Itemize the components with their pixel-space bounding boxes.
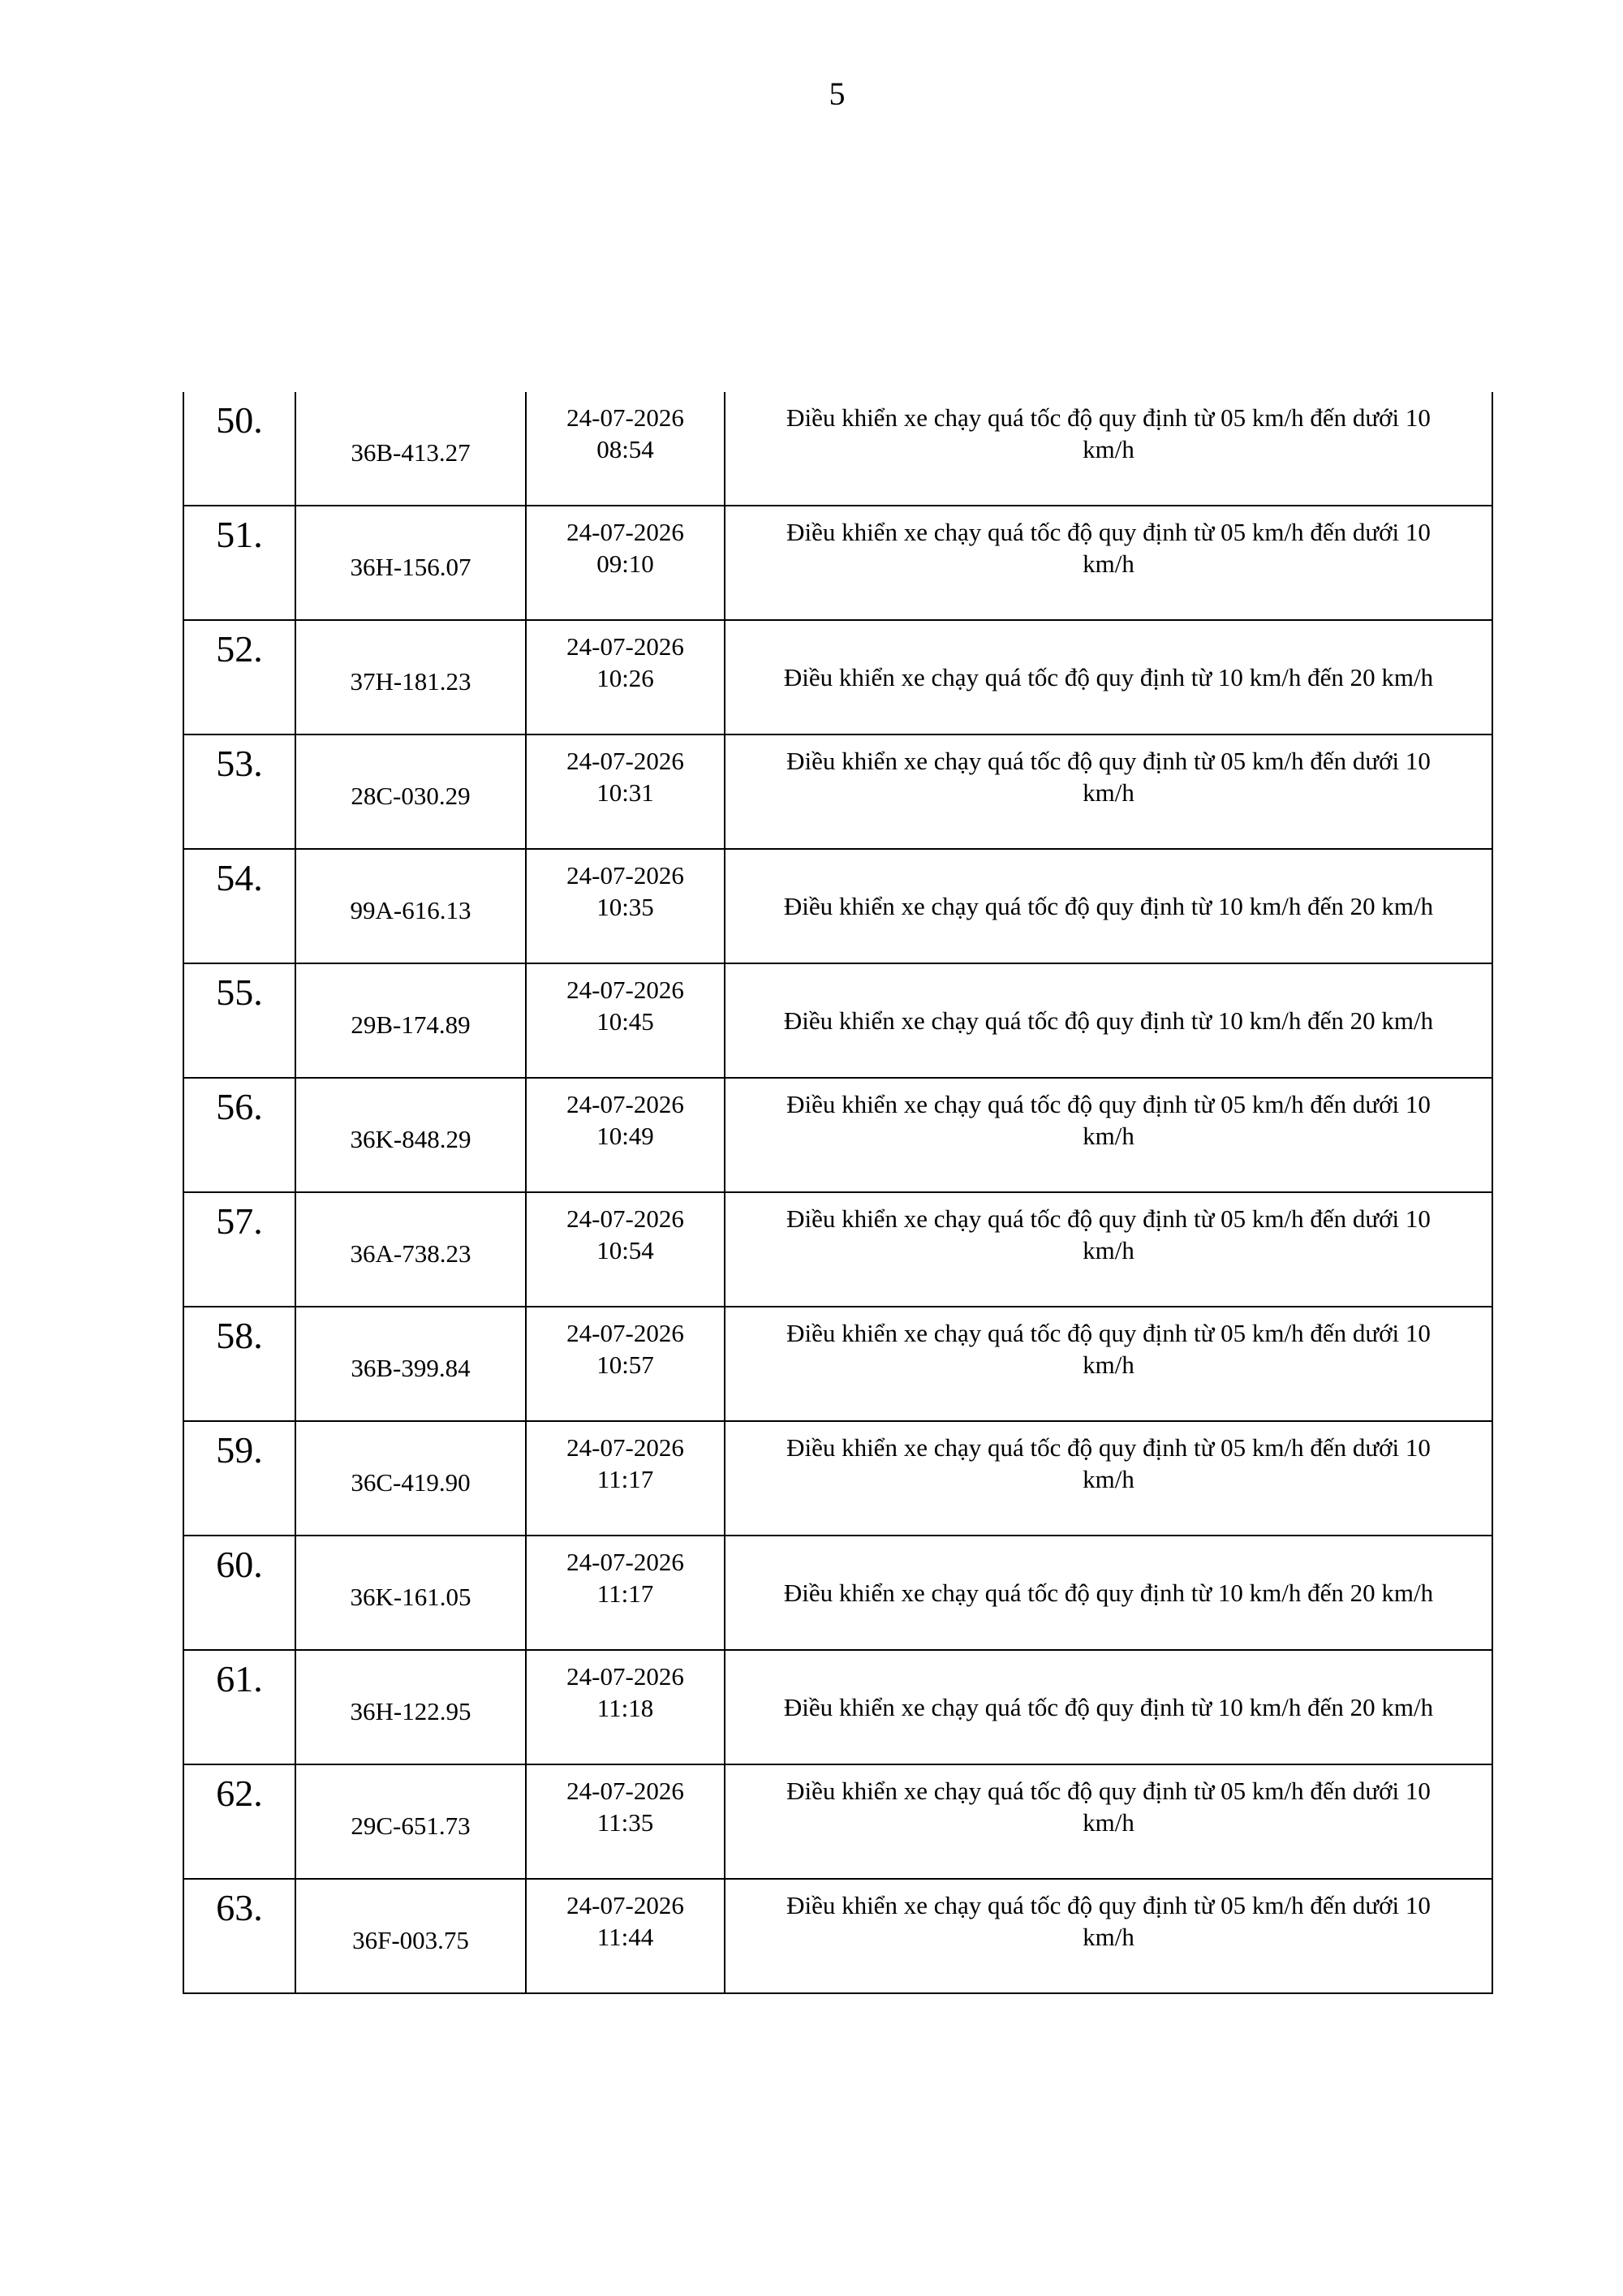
license-plate: 29C-651.73 — [295, 1764, 526, 1879]
violation-description — [725, 620, 1492, 734]
violation-description — [725, 1879, 1492, 1993]
violation-description — [725, 506, 1492, 620]
violation-time: 08:54 — [596, 435, 654, 463]
violation-description — [725, 1421, 1492, 1536]
license-plate: 36C-419.90 — [295, 1421, 526, 1536]
violation-datetime — [526, 1879, 725, 1993]
license-plate: 36H-122.95 — [295, 1650, 526, 1764]
violation-time: 11:44 — [596, 1923, 654, 1951]
violation-date: 24-07-2026 — [566, 1548, 684, 1576]
license-plate: 37H-181.23 — [295, 620, 526, 734]
license-plate: 36H-156.07 — [295, 506, 526, 620]
violation-date: 24-07-2026 — [566, 632, 684, 661]
violation-description — [725, 1078, 1492, 1192]
violation-description-line-1: Điều khiển xe chạy quá tốc độ quy định từ 05 km/h đến dưới 10 — [786, 1891, 1431, 1919]
violation-date: 24-07-2026 — [566, 1433, 684, 1462]
row-number: 54. — [183, 849, 295, 963]
violation-time: 11:35 — [596, 1808, 654, 1837]
row-number: 60. — [183, 1536, 295, 1650]
license-plate: 36B-413.27 — [295, 392, 526, 506]
violation-description-line-1: Điều khiển xe chạy quá tốc độ quy định từ 05 km/h đến dưới 10 — [786, 1204, 1431, 1233]
table-row — [183, 734, 1492, 849]
violation-date: 24-07-2026 — [566, 1204, 684, 1233]
violation-time: 10:45 — [596, 1007, 654, 1036]
violation-description-line-1: Điều khiển xe chạy quá tốc độ quy định từ 05 km/h đến dưới 10 — [786, 747, 1431, 775]
violation-description-line-1: Điều khiển xe chạy quá tốc độ quy định từ 10 km/h đến 20 km/h — [783, 1006, 1434, 1035]
violation-description — [725, 1307, 1492, 1421]
table-row — [183, 1078, 1492, 1192]
table-row — [183, 1879, 1492, 1993]
row-number: 52. — [183, 620, 295, 734]
violation-description — [725, 392, 1492, 506]
license-plate: 29B-174.89 — [295, 963, 526, 1078]
table-row — [183, 1536, 1492, 1650]
violation-description — [725, 1650, 1492, 1764]
license-plate: 36K-161.05 — [295, 1536, 526, 1650]
violation-description-line-2: km/h — [1083, 1350, 1134, 1379]
violation-datetime — [526, 1192, 725, 1307]
violation-datetime — [526, 1078, 725, 1192]
violation-description-line-1: Điều khiển xe chạy quá tốc độ quy định từ 05 km/h đến dưới 10 — [786, 1319, 1431, 1347]
license-plate: 36F-003.75 — [295, 1879, 526, 1993]
violation-description-line-2: km/h — [1083, 778, 1134, 807]
violation-date: 24-07-2026 — [566, 1319, 684, 1347]
violation-description — [725, 963, 1492, 1078]
violations-table — [183, 392, 1493, 1994]
violation-date: 24-07-2026 — [566, 403, 684, 432]
violation-description-line-1: Điều khiển xe chạy quá tốc độ quy định từ 05 km/h đến dưới 10 — [786, 1090, 1431, 1118]
row-number: 61. — [183, 1650, 295, 1764]
row-number: 55. — [183, 963, 295, 1078]
table-row — [183, 1307, 1492, 1421]
violations-table-body — [183, 392, 1492, 1993]
violation-datetime — [526, 849, 725, 963]
violation-time: 10:26 — [596, 664, 654, 692]
row-number: 62. — [183, 1764, 295, 1879]
violation-time: 11:18 — [596, 1694, 654, 1722]
row-number: 59. — [183, 1421, 295, 1536]
violation-datetime — [526, 963, 725, 1078]
table-row — [183, 1764, 1492, 1879]
violation-description — [725, 1536, 1492, 1650]
row-number: 58. — [183, 1307, 295, 1421]
table-row — [183, 963, 1492, 1078]
violation-description-line-2: km/h — [1083, 549, 1134, 578]
table-row — [183, 620, 1492, 734]
violation-time: 10:54 — [596, 1236, 654, 1264]
violation-description-line-1: Điều khiển xe chạy quá tốc độ quy định từ 10 km/h đến 20 km/h — [783, 1579, 1434, 1607]
row-number: 56. — [183, 1078, 295, 1192]
license-plate: 36B-399.84 — [295, 1307, 526, 1421]
row-number: 63. — [183, 1879, 295, 1993]
violation-date: 24-07-2026 — [566, 747, 684, 775]
license-plate: 36K-848.29 — [295, 1078, 526, 1192]
violation-description-line-1: Điều khiển xe chạy quá tốc độ quy định từ 10 km/h đến 20 km/h — [783, 892, 1434, 920]
violation-description-line-1: Điều khiển xe chạy quá tốc độ quy định từ 05 km/h đến dưới 10 — [786, 403, 1431, 432]
violation-description-line-2: km/h — [1083, 435, 1134, 463]
table-row — [183, 1192, 1492, 1307]
violation-datetime — [526, 1421, 725, 1536]
license-plate: 36A-738.23 — [295, 1192, 526, 1307]
violation-date: 24-07-2026 — [566, 1891, 684, 1919]
violation-date: 24-07-2026 — [566, 1777, 684, 1805]
violation-description-line-2: km/h — [1083, 1923, 1134, 1951]
violations-table-container — [183, 392, 1492, 1994]
violation-time: 10:35 — [596, 893, 654, 921]
violation-description — [725, 1764, 1492, 1879]
table-row — [183, 506, 1492, 620]
violation-time: 10:31 — [596, 778, 654, 807]
violation-description-line-1: Điều khiển xe chạy quá tốc độ quy định từ 05 km/h đến dưới 10 — [786, 1777, 1431, 1805]
violation-datetime — [526, 1764, 725, 1879]
violation-time: 11:17 — [596, 1465, 654, 1493]
violation-description-line-1: Điều khiển xe chạy quá tốc độ quy định từ 05 km/h đến dưới 10 — [786, 518, 1431, 546]
license-plate: 99A-616.13 — [295, 849, 526, 963]
violation-description-line-1: Điều khiển xe chạy quá tốc độ quy định từ 10 km/h đến 20 km/h — [783, 663, 1434, 691]
violation-time: 10:49 — [596, 1122, 654, 1150]
violation-description-line-1: Điều khiển xe chạy quá tốc độ quy định từ 05 km/h đến dưới 10 — [786, 1433, 1431, 1462]
violation-description — [725, 849, 1492, 963]
violation-description-line-2: km/h — [1083, 1465, 1134, 1493]
violation-date: 24-07-2026 — [566, 518, 684, 546]
license-plate: 28C-030.29 — [295, 734, 526, 849]
violation-datetime — [526, 1650, 725, 1764]
violation-description-line-2: km/h — [1083, 1808, 1134, 1837]
violation-description-line-2: km/h — [1083, 1122, 1134, 1150]
row-number: 53. — [183, 734, 295, 849]
violation-date: 24-07-2026 — [566, 976, 684, 1004]
violation-description — [725, 734, 1492, 849]
row-number: 50. — [183, 392, 295, 506]
violation-datetime — [526, 392, 725, 506]
violation-datetime — [526, 734, 725, 849]
violation-datetime — [526, 1307, 725, 1421]
violation-description-line-1: Điều khiển xe chạy quá tốc độ quy định từ 10 km/h đến 20 km/h — [783, 1693, 1434, 1721]
table-row — [183, 849, 1492, 963]
violation-date: 24-07-2026 — [566, 1662, 684, 1691]
violation-datetime — [526, 620, 725, 734]
table-row — [183, 1650, 1492, 1764]
violation-datetime — [526, 1536, 725, 1650]
row-number: 57. — [183, 1192, 295, 1307]
table-row — [183, 1421, 1492, 1536]
violation-datetime — [526, 506, 725, 620]
row-number: 51. — [183, 506, 295, 620]
violation-description-line-2: km/h — [1083, 1236, 1134, 1264]
table-row — [183, 392, 1492, 506]
violation-date: 24-07-2026 — [566, 861, 684, 890]
violation-time: 11:17 — [596, 1579, 654, 1608]
page-number: 5 — [829, 75, 846, 112]
violation-time: 10:57 — [596, 1350, 654, 1379]
violation-time: 09:10 — [596, 549, 654, 578]
violation-description — [725, 1192, 1492, 1307]
violation-date: 24-07-2026 — [566, 1090, 684, 1118]
